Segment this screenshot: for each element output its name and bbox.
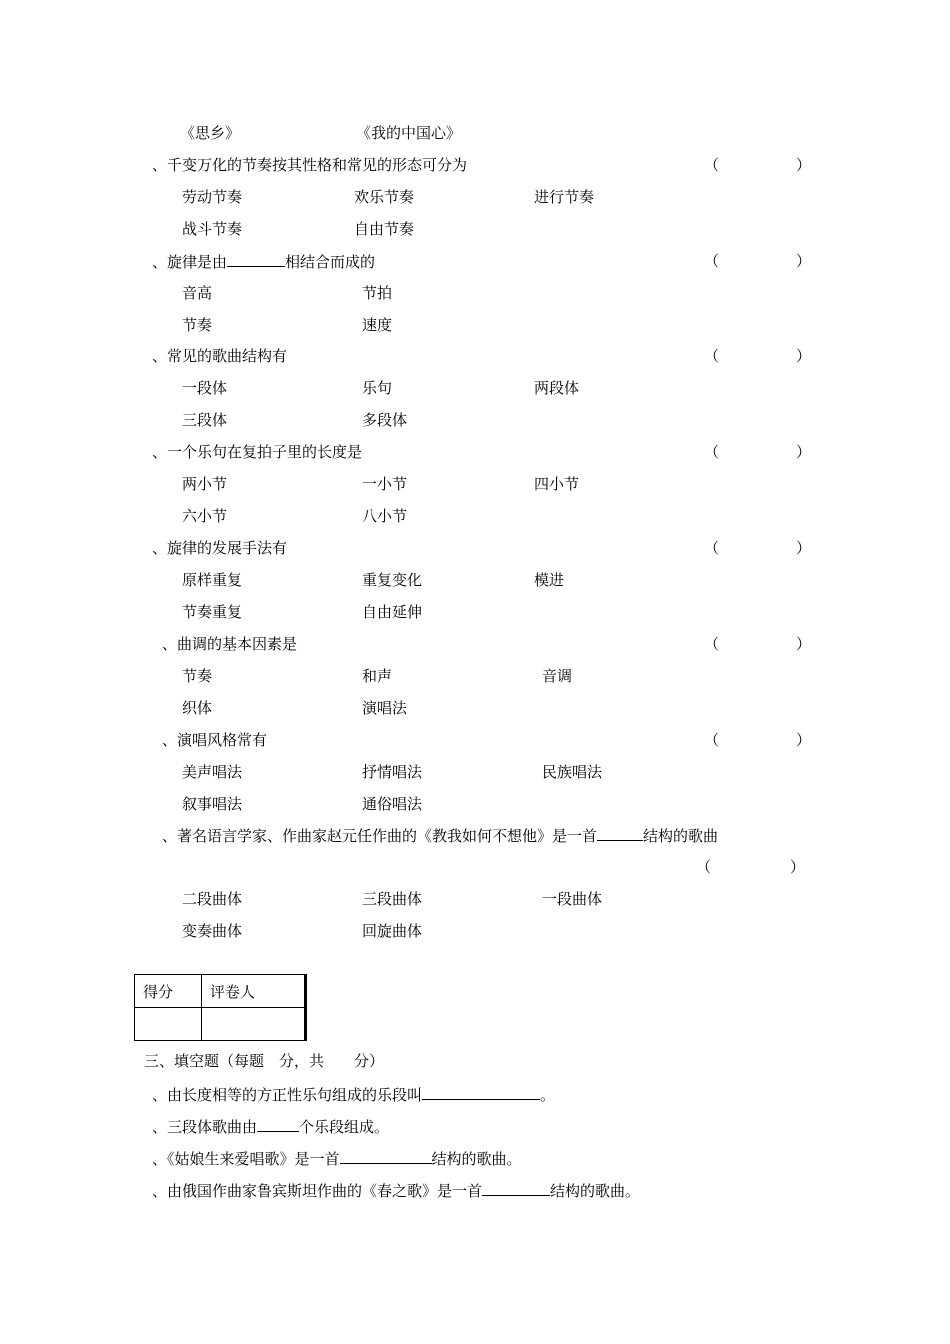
option: 通俗唱法: [362, 795, 423, 813]
grader-cell[interactable]: [202, 1008, 306, 1041]
answer-paren-left: （: [704, 252, 720, 270]
question-text: 由俄国作曲家鲁宾斯坦作曲的《春之歌》是一首: [167, 1182, 483, 1200]
answer-paren-left: （: [704, 731, 720, 749]
question-text: 相结合而成的: [285, 253, 376, 271]
question-text: 个乐段组成。: [299, 1118, 390, 1136]
option: 两段体: [534, 379, 580, 397]
question-prefix: 、: [162, 827, 178, 845]
option: 自由节奏: [354, 220, 415, 238]
question-prefix: 、: [152, 347, 168, 365]
question-prefix: 、: [152, 156, 168, 174]
answer-blank[interactable]: [257, 1117, 299, 1132]
question-8: [162, 826, 718, 845]
answer-paren-left: （: [704, 539, 720, 557]
answer-paren-right: ）: [796, 731, 812, 749]
answer-paren-right: ）: [796, 252, 812, 270]
option: 节奏: [182, 667, 213, 685]
question-text: 常见的歌曲结构有: [167, 347, 288, 365]
answer-paren-right: ）: [796, 156, 812, 174]
question-text: 一个乐句在复拍子里的长度是: [167, 443, 363, 461]
question-prefix: 、: [152, 1182, 168, 1200]
option: 自由延伸: [362, 603, 423, 621]
option: 八小节: [362, 507, 408, 525]
option: 节拍: [362, 284, 393, 302]
option: 三段体: [182, 411, 228, 429]
answer-paren-left: （: [704, 347, 720, 365]
option: 多段体: [362, 411, 408, 429]
score-header: 得分: [135, 975, 202, 1008]
question-text: 三段体歌曲由: [167, 1118, 258, 1136]
option: 演唱法: [362, 699, 408, 717]
option: 美声唱法: [182, 763, 243, 781]
option: 原样重复: [182, 571, 243, 589]
question-1: [152, 156, 467, 174]
option: 一小节: [362, 475, 408, 493]
question-prefix: 、: [162, 635, 178, 653]
question-prefix: 、: [152, 1118, 168, 1136]
answer-blank[interactable]: [482, 1181, 550, 1196]
option: 织体: [182, 699, 213, 717]
question-text: 《姑娘生来爱唱歌》是一首: [167, 1150, 340, 1168]
option: 模进: [534, 571, 565, 589]
option: 四小节: [534, 475, 580, 493]
score-cell[interactable]: [135, 1008, 202, 1041]
answer-paren-right: ）: [796, 539, 812, 557]
option: 三段曲体: [362, 890, 423, 908]
question-4: [152, 443, 362, 461]
option: 《我的中国心》: [356, 124, 462, 142]
question-prefix: 、: [152, 1086, 168, 1104]
question-text: 结构的歌曲。: [431, 1150, 522, 1168]
question-7: [162, 731, 267, 749]
question-prefix: 、: [162, 731, 178, 749]
answer-paren-left: （: [704, 443, 720, 461]
question-text: 著名语言学家、作曲家赵元任作曲的《教我如何不想他》是一首: [177, 827, 598, 845]
question-text: 结构的歌曲: [643, 827, 719, 845]
fill-question-1: [152, 1085, 555, 1104]
option: 劳动节奏: [182, 188, 243, 206]
answer-paren-left: （: [696, 858, 712, 876]
option: 抒情唱法: [362, 763, 423, 781]
option: 音调: [542, 667, 573, 685]
answer-paren-left: （: [704, 635, 720, 653]
option: 六小节: [182, 507, 228, 525]
answer-blank[interactable]: [597, 826, 643, 841]
option: 乐句: [362, 379, 393, 397]
question-prefix: 、: [152, 253, 168, 271]
question-prefix: 、: [152, 1150, 168, 1168]
option: 重复变化: [362, 571, 423, 589]
answer-paren-right: ）: [790, 858, 806, 876]
option: 速度: [362, 316, 393, 334]
answer-blank[interactable]: [227, 252, 285, 267]
answer-paren-left: （: [704, 156, 720, 174]
option: 变奏曲体: [182, 922, 243, 940]
fill-question-3: [152, 1149, 522, 1168]
question-text: 旋律是由: [167, 253, 228, 271]
question-text: 千变万化的节奏按其性格和常见的形态可分为: [167, 156, 468, 174]
question-text: 。: [540, 1086, 556, 1104]
answer-paren-right: ）: [796, 443, 812, 461]
question-2: [152, 252, 375, 271]
question-text: 由长度相等的方正性乐句组成的乐段叫: [167, 1086, 423, 1104]
option: 战斗节奏: [182, 220, 243, 238]
option: 节奏: [182, 316, 213, 334]
option: 回旋曲体: [362, 922, 423, 940]
question-text: 曲调的基本因素是: [177, 635, 298, 653]
section-title: 三、填空题（每题 分，共 分）: [144, 1052, 385, 1070]
fill-question-4: [152, 1181, 640, 1200]
option: 一段体: [182, 379, 228, 397]
answer-paren-right: ）: [796, 635, 812, 653]
question-text: 结构的歌曲。: [550, 1182, 641, 1200]
fill-question-2: [152, 1117, 389, 1136]
score-table: [134, 974, 307, 1041]
question-text: 旋律的发展手法有: [167, 539, 288, 557]
option: 叙事唱法: [182, 795, 243, 813]
question-prefix: 、: [152, 443, 168, 461]
option: 节奏重复: [182, 603, 243, 621]
option: 一段曲体: [542, 890, 603, 908]
question-6: [162, 635, 297, 653]
answer-paren-right: ）: [796, 347, 812, 365]
option: 《思乡》: [180, 124, 241, 142]
answer-blank[interactable]: [422, 1085, 540, 1100]
question-text: 演唱风格常有: [177, 731, 268, 749]
question-3: [152, 347, 287, 365]
question-prefix: 、: [152, 539, 168, 557]
grader-header: 评卷人: [202, 975, 306, 1008]
option: 民族唱法: [542, 763, 603, 781]
question-5: [152, 539, 287, 557]
option: 进行节奏: [534, 188, 595, 206]
option: 二段曲体: [182, 890, 243, 908]
option: 和声: [362, 667, 393, 685]
option: 两小节: [182, 475, 228, 493]
option: 音高: [182, 284, 213, 302]
option: 欢乐节奏: [354, 188, 415, 206]
answer-blank[interactable]: [340, 1149, 432, 1164]
